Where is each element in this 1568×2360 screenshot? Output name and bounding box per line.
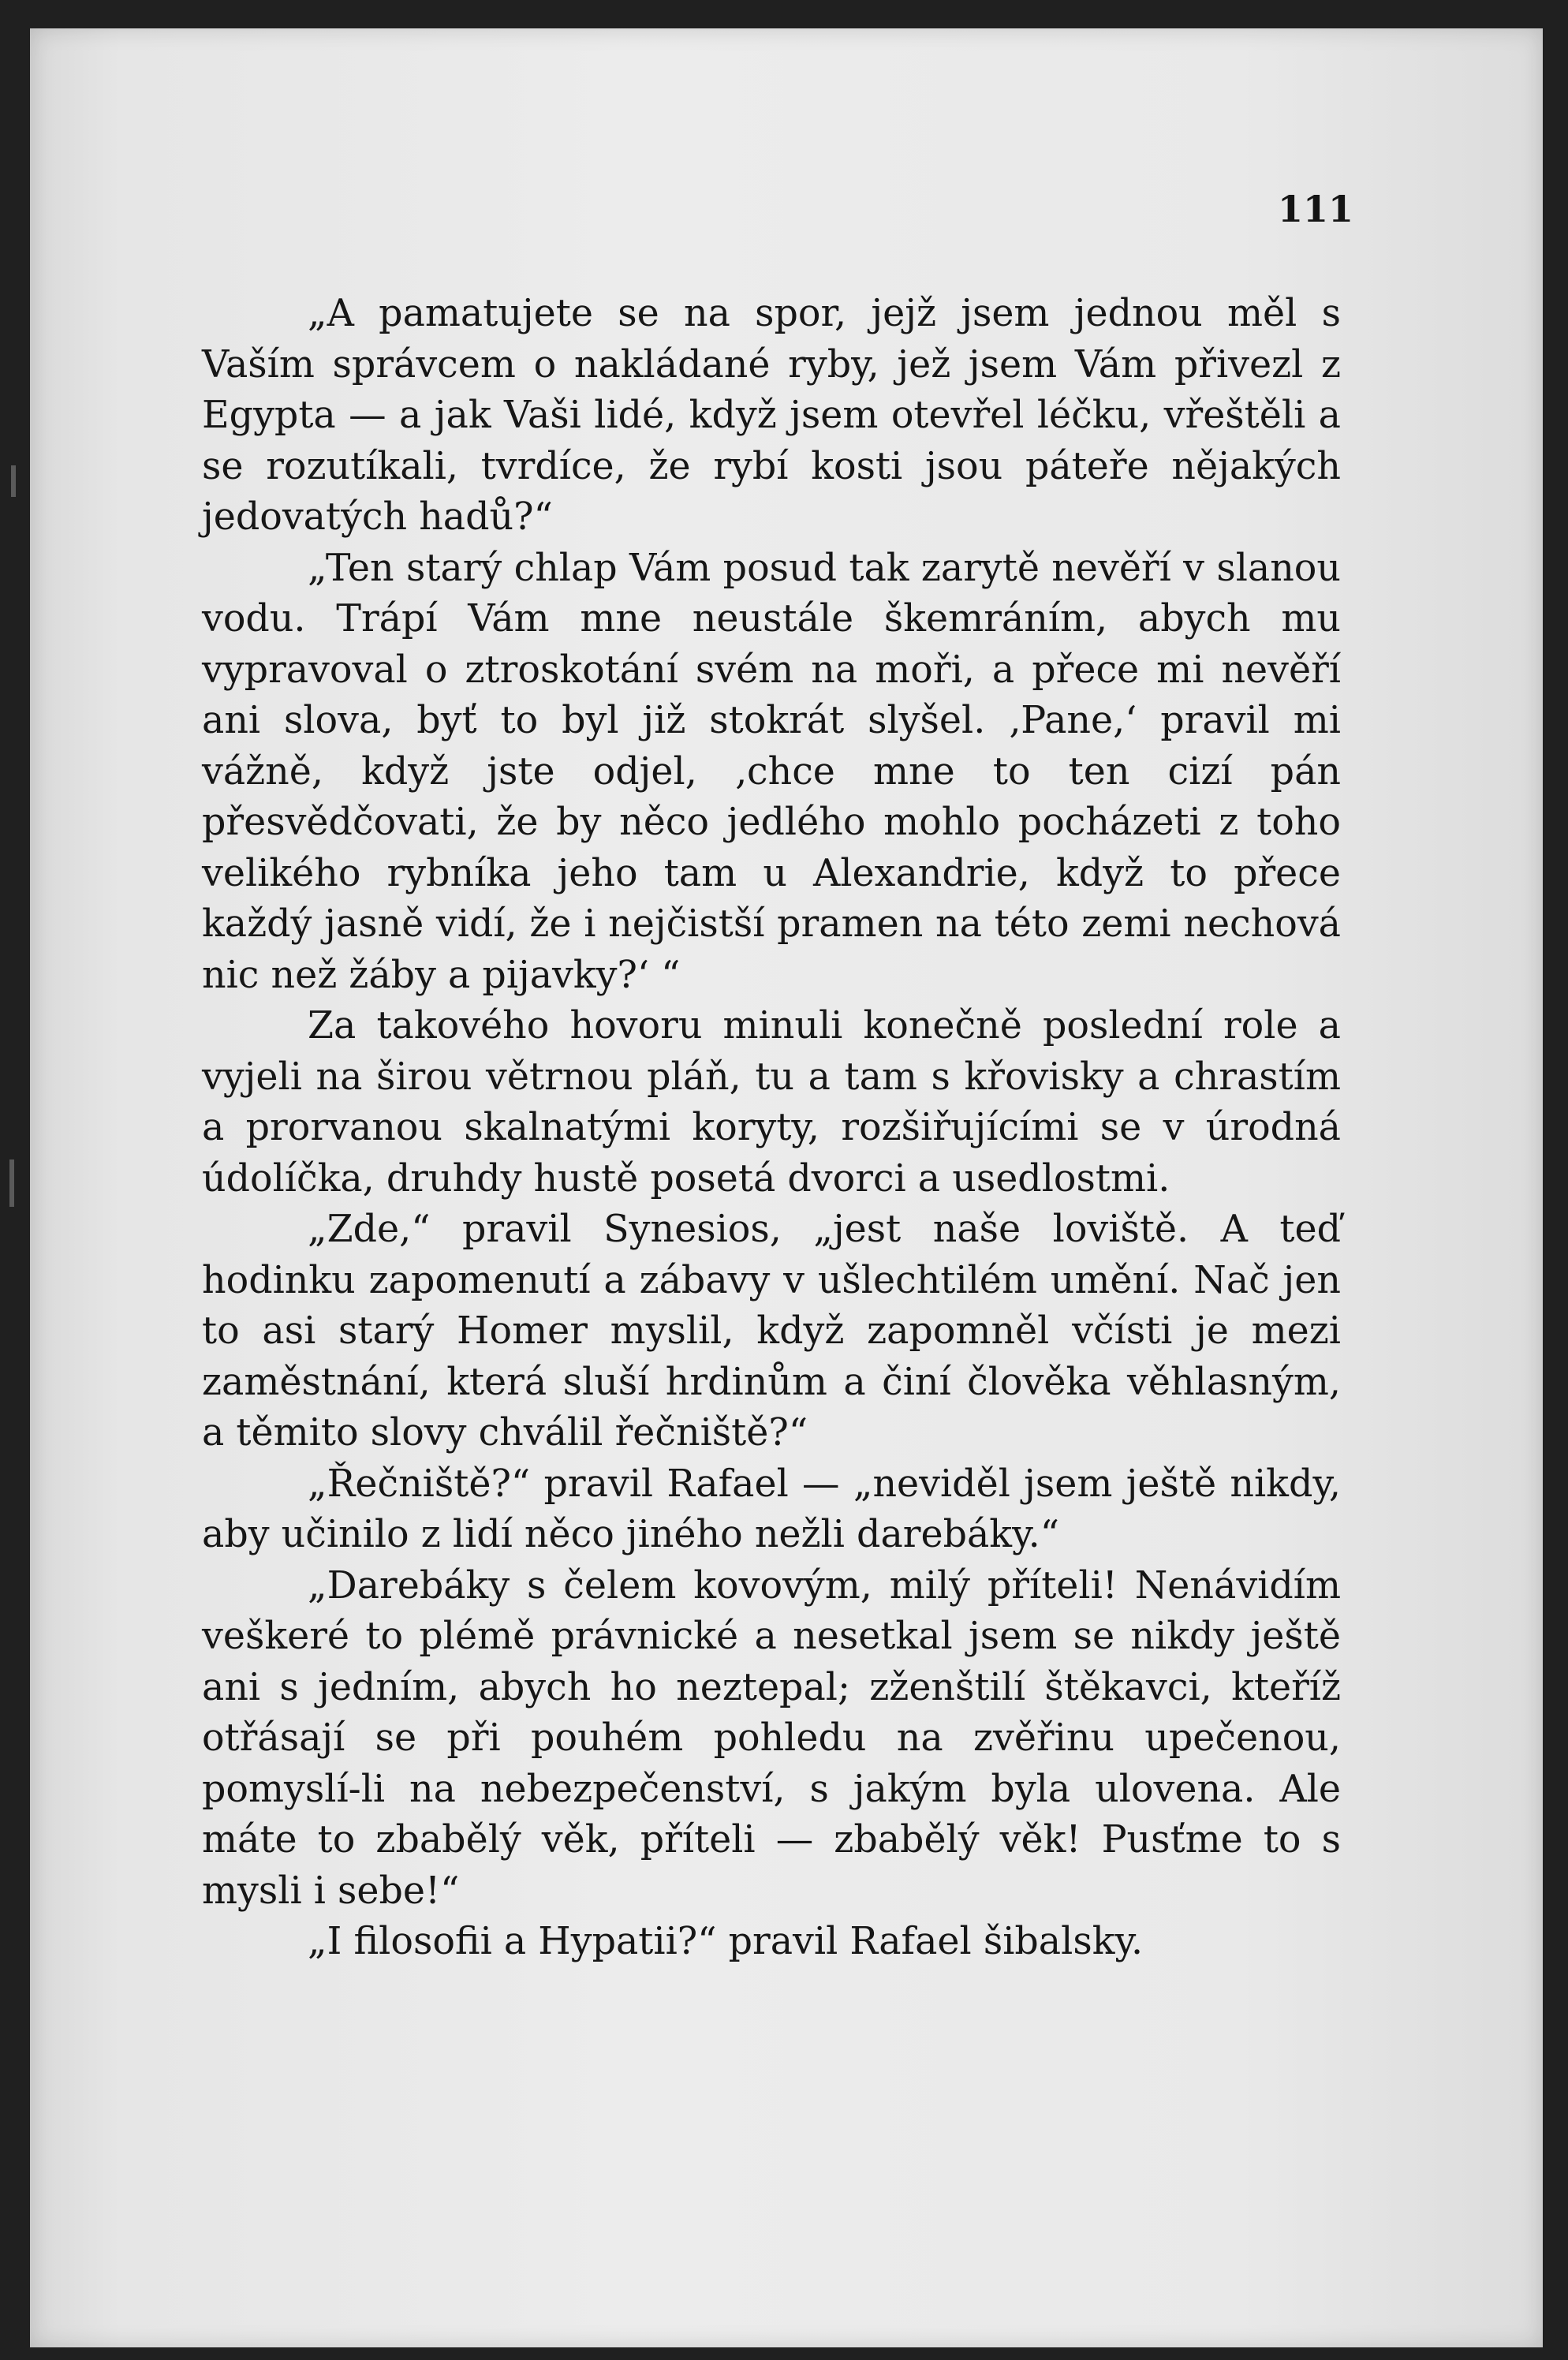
paragraph: Za takového hovoru minuli konečně poslední role a vyjeli na širou větrnou pláň, tu a tam s křovisky a chrastím a prorvanou skalnatými koryty, rozšiřujícími se v úrodná údolíčka, druhdy hustě posetá dvorci a usedlostmi. <box>202 1004 1341 1201</box>
paragraph: „Zde,“ pravil Synesios, „jest naše loviště. A teď hodinku zapomenutí a zábavy v ušlechtilém umění. Nač jen to asi starý Homer myslil, když zapomněl včísti je mezi zaměstnání, která sluší hrdinům a činí člověka věhlasným, a těmito slovy chválil řečniště?“ <box>202 1208 1341 1454</box>
paragraph: „Darebáky s čelem kovovým, milý příteli! Nenávidím veškeré to plémě právnické a nesetkal jsem se nikdy ještě ani s jedním, abych ho neztepal; zženštilí štěkavci, kteříž otřásají se při pouhém pohledu na zvěřinu upečenou, pomyslí-li na nebezpečenství, s jakým byla ulovena. Ale máte to zbabělý věk, příteli — zbabělý věk! Pusťme to s mysli i sebe!“ <box>202 1563 1341 1913</box>
paragraph: „A pamatujete se na spor, jejž jsem jednou měl s Vaším správcem o nakládané ryby, jež jsem Vám přivezl z Egypta — a jak Vaši lidé, když jsem otevřel léčku, vřeštěli a se rozutíkali, tvrdíce, že rybí kosti jsou páteře nějakých jedovatých hadů?“ <box>202 292 1341 539</box>
paragraph: „Řečniště?“ pravil Rafael — „neviděl jsem ještě nikdy, aby učinilo z lidí něco jiného nežli darebáky.“ <box>202 1462 1341 1556</box>
binding-mark <box>11 465 16 497</box>
paragraph: „I filosofii a Hypatii?“ pravil Rafael šibalsky. <box>308 1920 1144 1963</box>
paragraph: „Ten starý chlap Vám posud tak zarytě nevěří v slanou vodu. Trápí Vám mne neustále škemráním, abych mu vypravoval o ztroskotání svém na moři, a přece mi nevěří ani slova, byť to byl již stokrát slyšel. ‚Pane,‘ pravil mi vážně, když jste odjel, ‚chce mne to ten cizí pán přesvědčovati, že by něco jedlého mohlo pocházeti z toho velikého rybníka jeho tam u Alexandrie, když to přece každý jasně vidí, že i nejčistší pramen na této zemi nechová nic než žáby a pijavky?‘ “ <box>202 546 1341 997</box>
page-number: 111 <box>1278 188 1354 230</box>
binding-mark <box>9 1159 14 1207</box>
body-text <box>202 289 1341 1968</box>
